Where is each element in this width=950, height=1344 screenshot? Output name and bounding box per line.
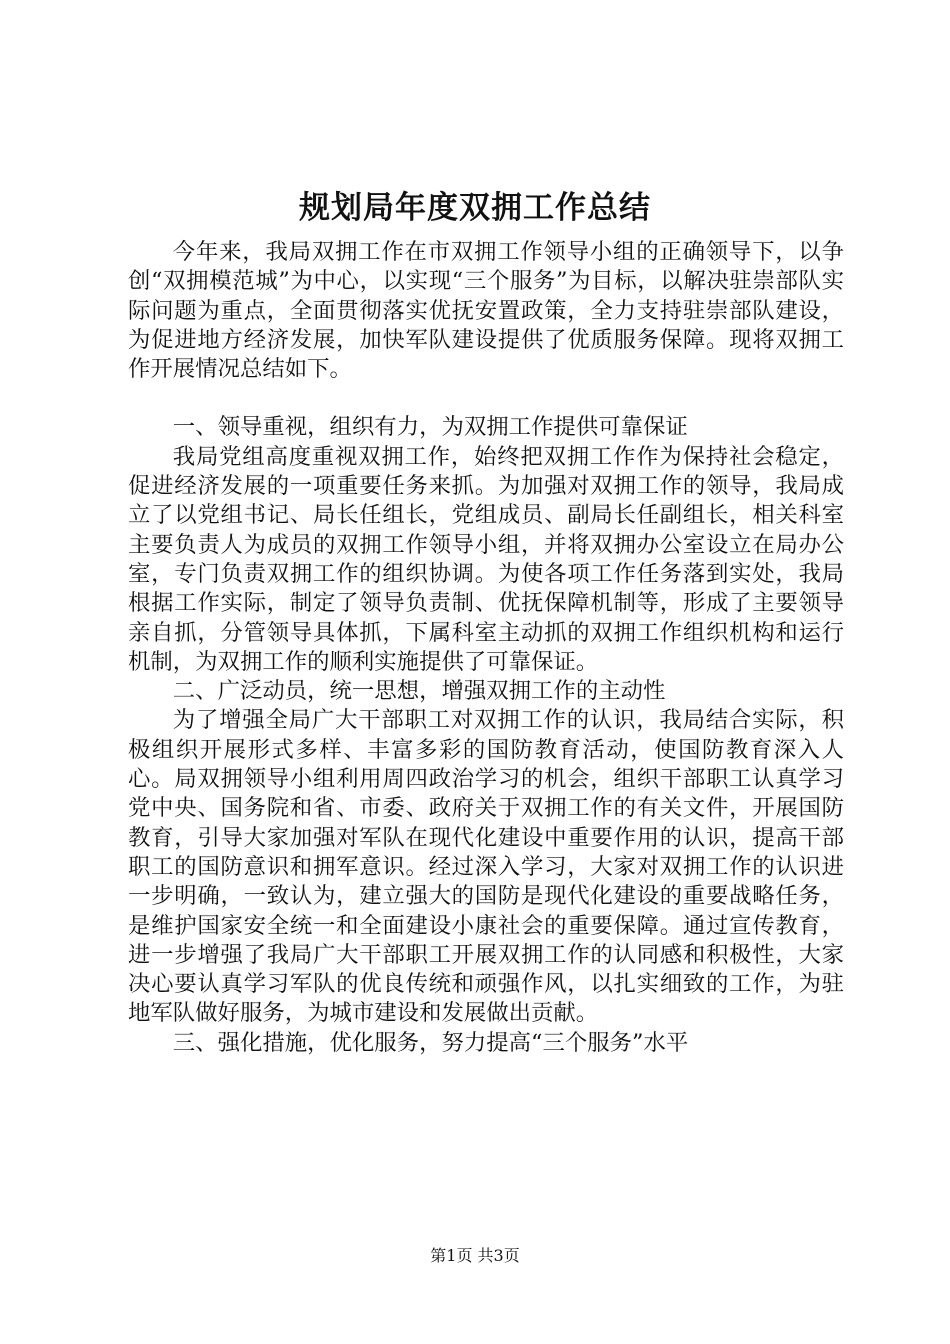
intro-paragraph: 今年来，我局双拥工作在市双拥工作领导小组的正确领导下，以争创“双拥模范城”为中心，以实现“三个服务”为目标，以解决驻崇部队实际问题为重点，全面贯彻落实优抚安置政策，全力支持驻崇部队建设，为促进地方经济发展，加快军队建设提供了优质服务保障。现将双拥工作开展情况总结如下。 [128,239,844,383]
document-body [128,238,844,1058]
section-paragraph-1: 我局党组高度重视双拥工作，始终把双拥工作作为保持社会稳定，促进经济发展的一项重要任务来抓。为加强对双拥工作的领导，我局成立了以党组书记、局长任组长，党组成员、副局长任副组长，相关科室主要负责人为成员的双拥工作领导小组，并将双拥办公室设立在局办公室，专门负责双拥工作的组织协调。为使各项工作任务落到实处，我局根据工作实际，制定了领导负责制、优抚保障机制等，形成了主要领导亲自抓，分管领导具体抓，下属科室主动抓的双拥工作组织机构和运行机制，为双拥工作的顺利实施提供了可靠保证。 [128,443,844,675]
section-heading-1: 一、领导重视，组织有力，为双拥工作提供可靠保证 [172,414,688,441]
section-paragraph-2: 为了增强全局广大干部职工对双拥工作的认识，我局结合实际，积极组织开展形式多样、丰富多彩的国防教育活动，使国防教育深入人心。局双拥领导小组利用周四政治学习的机会，组织干部职工认真学习党中央、国务院和省、市委、政府关于双拥工作的有关文件，开展国防教育，引导大家加强对军队在现代化建设中重要作用的认识，提高干部职工的国防意识和拥军意识。经过深入学习，大家对双拥工作的认识进一步明确，一致认为，建立强大的国防是现代化建设的重要战略任务，是维护国家安全统一和全面建设小康社会的重要保障。通过宣传教育，进一步增强了我局广大干部职工开展双拥工作的认同感和积极性，大家决心要认真学习军队的优良传统和顽强作风，以扎实细致的工作，为驻地军队做好服务，为城市建设和发展做出贡献。 [128,707,844,1027]
section-heading-3: 三、强化措施，优化服务，努力提高“三个服务”水平 [172,1029,689,1056]
document-title: 规划局年度双拥工作总结 [299,190,651,226]
page-number-footer: 第1页 共3页 [430,1246,520,1265]
section-heading-2: 二、广泛动员，统一思想，增强双拥工作的主动性 [172,678,666,705]
